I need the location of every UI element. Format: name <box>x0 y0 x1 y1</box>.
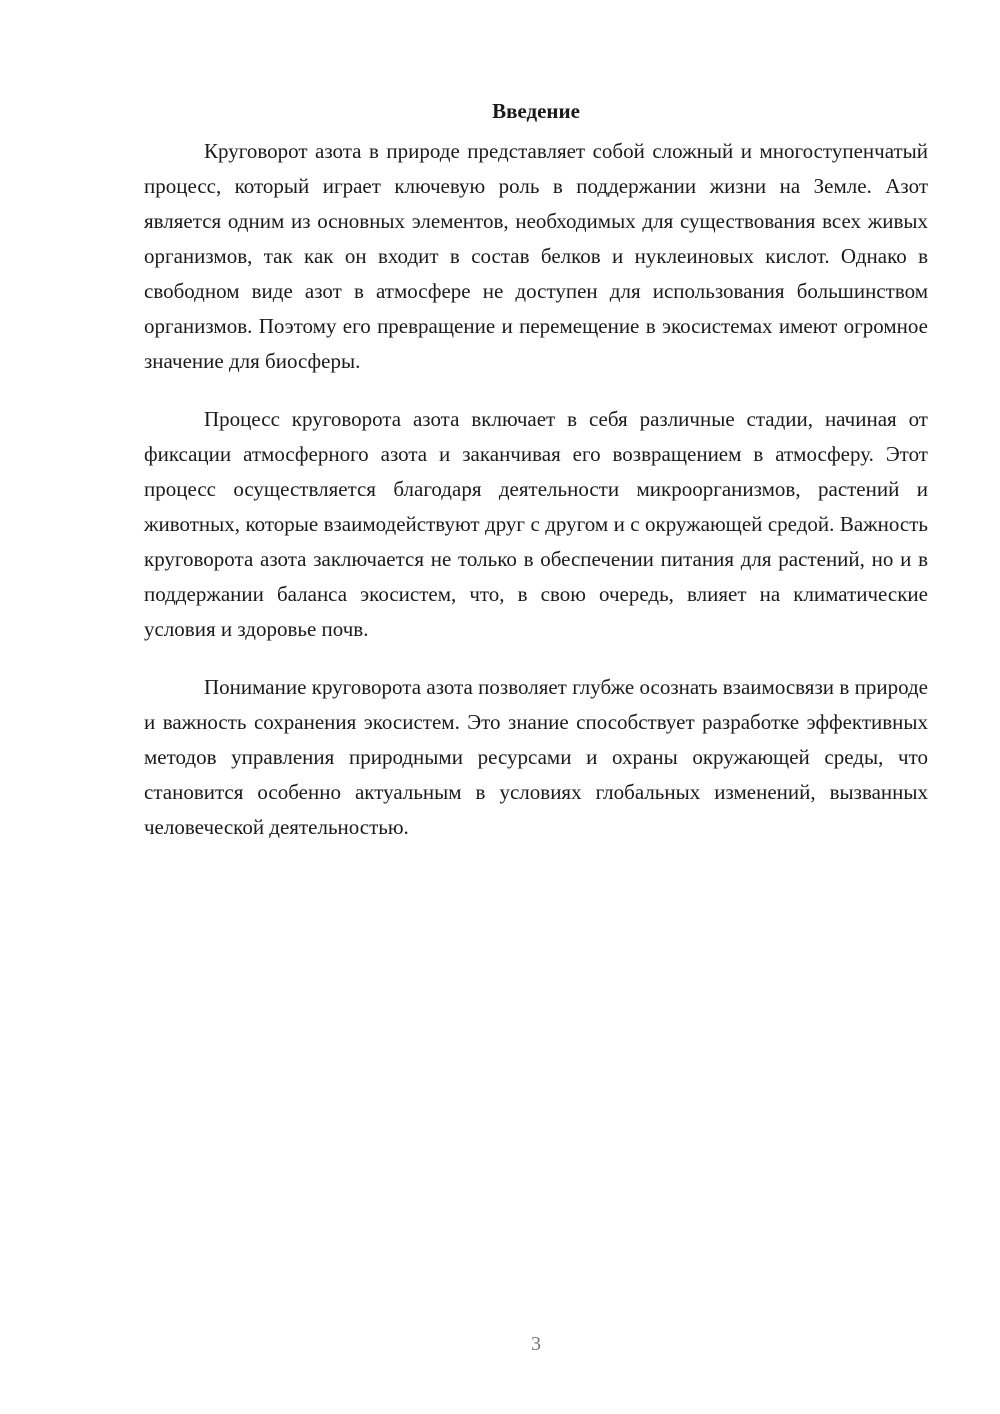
paragraph-2: Процесс круговорота азота включает в себя различные стадии, начиная от фиксации атмосферного азота и заканчивая его возвращением в атмосферу. Этот процесс осуществляется благодаря деятельности микроорганизмов, растений и животных, которые взаимодействуют друг с другом и с окружающей средой. Важность круговорота азота заключается не только в обеспечении питания для растений, но и в поддержании баланса экосистем, что, в свою очередь, влияет на климатические условия и здоровье почв. <box>144 407 928 641</box>
page-content <box>144 96 928 868</box>
paragraph-3: Понимание круговорота азота позволяет глубже осознать взаимосвязи в природе и важность сохранения экосистем. Это знание способствует разработке эффективных методов управления природными ресурсами и охраны окружающей среды, что становится особенно актуальным в условиях глобальных изменений, вызванных человеческой деятельностью. <box>144 675 928 839</box>
page-number: 3 <box>531 1333 541 1355</box>
page-title: Введение <box>492 99 580 123</box>
paragraph-1: Круговорот азота в природе представляет собой сложный и многоступенчатый процесс, который играет ключевую роль в поддержании жизни на Земле. Азот является одним из основных элементов, необходимых для существования всех живых организмов, так как он входит в состав белков и нуклеиновых кислот. Однако в свободном виде азот в атмосфере не доступен для использования большинством организмов. Поэтому его превращение и перемещение в экосистемах имеют огромное значение для биосферы. <box>144 139 928 373</box>
